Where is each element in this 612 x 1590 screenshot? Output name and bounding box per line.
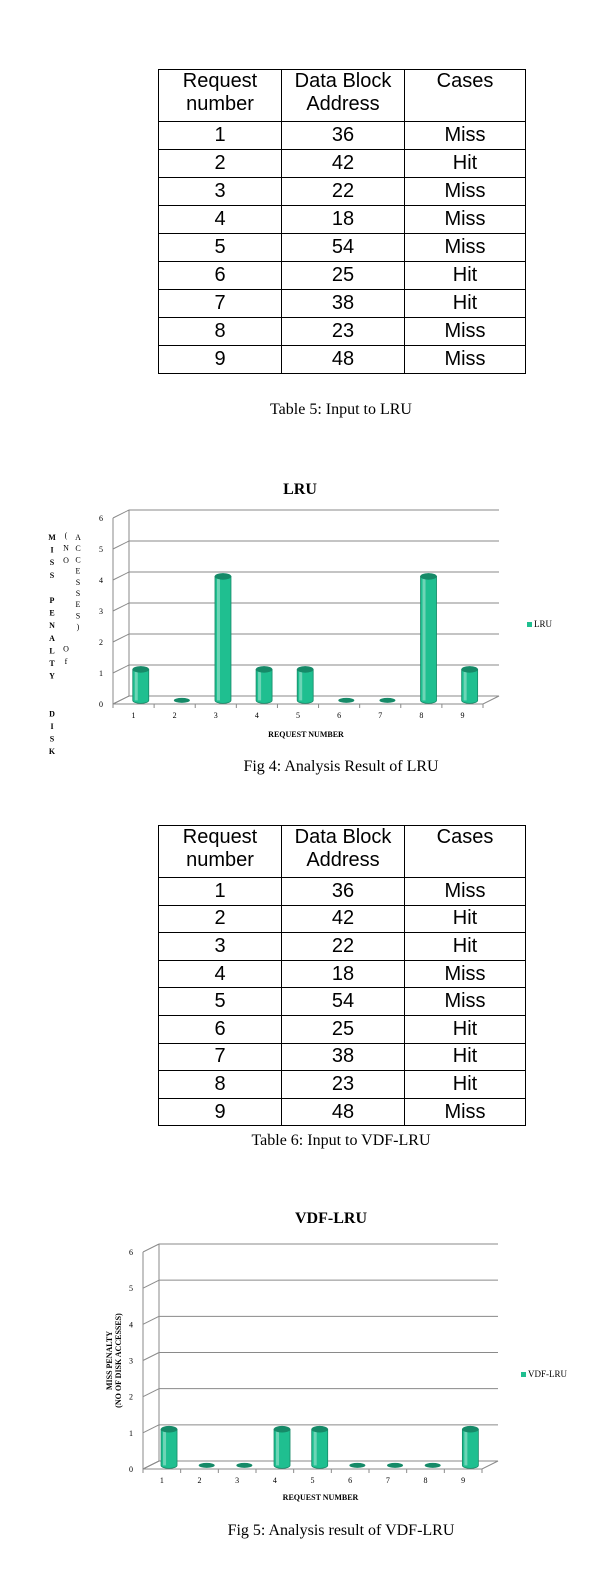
bar-highlight [217, 576, 220, 700]
cell-data-block-address: 23 [282, 1071, 405, 1099]
bar-zero-disc [425, 1463, 441, 1468]
y-title-letter: S [49, 558, 55, 568]
bar [174, 698, 190, 703]
x-tick-label: 6 [337, 711, 342, 720]
y-tick-label: 0 [129, 1465, 133, 1474]
x-tick-label: 9 [460, 711, 465, 720]
y-title-letter: N [63, 543, 69, 553]
bar-highlight [135, 669, 138, 700]
cell-case: Hit [405, 1071, 526, 1099]
cell-data-block-address: 54 [282, 234, 405, 262]
table-row [159, 206, 526, 234]
x-tick-label: 3 [235, 1476, 240, 1485]
header-data-block-address: Data Block Address [282, 70, 405, 122]
table-row [159, 878, 526, 906]
y-tick-label: 0 [99, 700, 103, 709]
x-tick-label: 8 [423, 1476, 428, 1485]
x-tick-label: 2 [197, 1476, 202, 1485]
cell-request-number: 2 [159, 905, 282, 933]
cell-data-block-address: 38 [282, 290, 405, 318]
fig-5-caption: Fig 5: Analysis result of VDF-LRU [227, 1522, 455, 1539]
bar-top [161, 1426, 177, 1432]
x-tick-label: 7 [385, 1476, 390, 1485]
y-tick-label: 3 [129, 1356, 133, 1366]
x-tick-label: 7 [378, 711, 383, 720]
cell-case: Hit [405, 1015, 526, 1043]
bar-highlight [163, 1429, 166, 1465]
bar [387, 1463, 403, 1468]
table-row [159, 933, 526, 961]
cell-request-number: 9 [159, 346, 282, 374]
table-row [159, 262, 526, 290]
table-row [159, 178, 526, 206]
y-title-letter: ) [76, 622, 80, 632]
bar [462, 1426, 478, 1468]
cell-request-number: 9 [159, 1098, 282, 1126]
x-tick-label: 3 [213, 711, 218, 720]
x-tick-label: 6 [348, 1476, 353, 1485]
cell-data-block-address: 42 [282, 150, 405, 178]
table-row [159, 150, 526, 178]
bar [462, 666, 478, 703]
cell-case: Miss [405, 178, 526, 206]
gridline-side [113, 510, 129, 518]
header-request-number: Request number [159, 70, 282, 122]
bar-top [312, 1426, 328, 1432]
bar-highlight [423, 576, 426, 700]
cell-data-block-address: 18 [282, 206, 405, 234]
y-title-letter: E [75, 566, 81, 576]
table-6 [158, 825, 526, 1126]
legend-label: VDF-LRU [528, 1369, 568, 1379]
cell-data-block-address: 36 [282, 878, 405, 906]
bar-zero-disc [349, 1463, 365, 1468]
legend-swatch [521, 1372, 526, 1377]
y-tick-label: 6 [99, 514, 103, 523]
bar [215, 573, 231, 703]
table-5 [158, 69, 526, 374]
cell-data-block-address: 48 [282, 346, 405, 374]
bar-zero-disc [387, 1463, 403, 1468]
cell-request-number: 2 [159, 150, 282, 178]
gridline-side [113, 603, 129, 611]
fig-4-caption: Fig 4: Analysis Result of LRU [243, 758, 439, 775]
table-row [159, 1098, 526, 1126]
y-title-letter: E [75, 600, 81, 610]
y-title-letter: C [75, 555, 81, 565]
table-row [159, 905, 526, 933]
x-tick-label: 4 [254, 711, 259, 720]
y-title-letter: S [75, 577, 81, 587]
gridline-side [113, 541, 129, 549]
y-title-letter: O [63, 644, 69, 654]
cell-case: Miss [405, 878, 526, 906]
cell-data-block-address: 48 [282, 1098, 405, 1126]
gridline-side [143, 1280, 159, 1288]
bar-zero-disc [379, 698, 395, 703]
vdf-lru-chart-svg [0, 1205, 612, 1505]
cell-case: Hit [405, 933, 526, 961]
table-row [159, 988, 526, 1016]
y-title-letter: T [49, 659, 55, 668]
table-5-caption: Table 5: Input to LRU [270, 401, 412, 418]
bar [256, 666, 272, 703]
y-title-letter: S [49, 570, 55, 580]
gridline-side [143, 1389, 159, 1397]
gridline-side [113, 572, 129, 580]
cell-request-number: 4 [159, 960, 282, 988]
table-row [159, 1015, 526, 1043]
bar-top [274, 1426, 290, 1432]
x-axis-title: REQUEST NUMBER [282, 1493, 359, 1502]
bar-top [256, 666, 272, 672]
header-cases: Cases [405, 70, 526, 122]
cell-case: Miss [405, 346, 526, 374]
cell-request-number: 5 [159, 988, 282, 1016]
bar-top [297, 666, 313, 672]
y-title-letter: Y [49, 671, 55, 681]
bar-highlight [464, 669, 467, 700]
y-title-letter: A [75, 533, 81, 542]
y-title-letter: L [49, 646, 55, 656]
table-6-caption: Table 6: Input to VDF-LRU [251, 1132, 431, 1149]
bar-top [133, 666, 149, 672]
y-title-line-2: (NO OF DISK ACCESSES) [114, 1313, 123, 1408]
cell-data-block-address: 36 [282, 122, 405, 150]
gridline-side [143, 1244, 159, 1252]
y-title-letter: E [49, 608, 55, 618]
cell-request-number: 6 [159, 1015, 282, 1043]
y-title-letter: S [49, 734, 55, 744]
bar-top [421, 573, 437, 579]
cell-data-block-address: 42 [282, 905, 405, 933]
header-data-block-address: Data Block Address [282, 826, 405, 878]
y-title-letter: N [49, 621, 55, 631]
y-tick-label: 1 [99, 669, 103, 678]
cell-data-block-address: 54 [282, 988, 405, 1016]
bar [274, 1426, 290, 1468]
y-title-letter: S [75, 589, 81, 598]
cell-data-block-address: 25 [282, 1015, 405, 1043]
y-title-letter: K [48, 747, 56, 757]
gridline-side [143, 1353, 159, 1361]
bar-top [462, 1426, 478, 1432]
bar-highlight [464, 1429, 467, 1465]
table-row [159, 1071, 526, 1099]
cell-case: Hit [405, 262, 526, 290]
bar-highlight [276, 1429, 279, 1465]
y-title-letter: D [49, 709, 55, 719]
bar [421, 573, 437, 703]
vdf-lru-chart [0, 1205, 612, 1505]
bar [425, 1463, 441, 1468]
cell-data-block-address: 25 [282, 262, 405, 290]
cell-case: Miss [405, 206, 526, 234]
y-title-letter: f [64, 657, 68, 666]
bar [297, 666, 313, 703]
y-title-letter: S [75, 611, 81, 621]
y-title-letter: P [49, 596, 55, 605]
bar-top [462, 666, 478, 672]
cell-case: Miss [405, 988, 526, 1016]
cell-data-block-address: 38 [282, 1043, 405, 1071]
y-tick-label: 1 [129, 1428, 133, 1438]
cell-request-number: 6 [159, 262, 282, 290]
cell-case: Hit [405, 150, 526, 178]
cell-data-block-address: 22 [282, 933, 405, 961]
cell-data-block-address: 18 [282, 960, 405, 988]
cell-request-number: 4 [159, 206, 282, 234]
table-row [159, 1043, 526, 1071]
table-row [159, 122, 526, 150]
cell-case: Miss [405, 234, 526, 262]
x-axis-title: REQUEST NUMBER [268, 730, 344, 739]
x-tick-label: 4 [272, 1476, 277, 1485]
lru-chart-svg [0, 478, 612, 760]
bar-highlight [314, 1429, 317, 1465]
y-title-letter: ( [64, 531, 68, 540]
cell-case: Hit [405, 1043, 526, 1071]
lru-chart [0, 478, 612, 760]
x-tick-label: 1 [131, 711, 136, 720]
cell-request-number: 7 [159, 1043, 282, 1071]
table-header-row [159, 826, 526, 878]
gridline-side [143, 1425, 159, 1433]
bar [338, 698, 354, 703]
x-tick-label: 2 [172, 711, 177, 720]
bar-highlight [299, 669, 302, 700]
chart-title: VDF-LRU [295, 1210, 367, 1227]
header-cases: Cases [405, 826, 526, 878]
table-row [159, 346, 526, 374]
y-title-line-1: MISS PENALTY [105, 1330, 114, 1391]
table-row [159, 960, 526, 988]
y-tick-label: 5 [99, 545, 103, 554]
header-request-number: Request number [159, 826, 282, 878]
chart-title: LRU [283, 481, 317, 498]
cell-request-number: 8 [159, 1071, 282, 1099]
cell-request-number: 3 [159, 178, 282, 206]
bar-highlight [258, 669, 261, 700]
y-title-letter: M [48, 533, 56, 542]
y-tick-label: 4 [129, 1320, 133, 1330]
gridline-side [143, 1316, 159, 1324]
x-tick-label: 5 [296, 711, 300, 720]
x-tick-label: 5 [310, 1476, 315, 1485]
y-title-letter: I [50, 545, 54, 555]
cell-case: Miss [405, 960, 526, 988]
cell-request-number: 8 [159, 318, 282, 346]
y-tick-label: 5 [129, 1284, 133, 1294]
y-title-letter: O [63, 556, 69, 566]
cell-case: Hit [405, 905, 526, 933]
bar [379, 698, 395, 703]
cell-request-number: 1 [159, 122, 282, 150]
cell-case: Hit [405, 290, 526, 318]
y-title-letter: I [50, 722, 54, 731]
y-axis-title [105, 1313, 123, 1408]
bar [199, 1463, 215, 1468]
bar [133, 666, 149, 703]
bar [312, 1426, 328, 1468]
x-tick-label: 1 [159, 1476, 164, 1485]
y-title-letter: C [75, 544, 81, 554]
cell-case: Miss [405, 1098, 526, 1126]
bar-top [215, 573, 231, 579]
bar-zero-disc [174, 698, 190, 703]
bar [161, 1426, 177, 1468]
y-tick-label: 2 [99, 638, 103, 647]
gridline-side [113, 665, 129, 673]
y-tick-label: 2 [129, 1392, 133, 1402]
bar [236, 1463, 252, 1468]
y-tick-label: 3 [99, 607, 103, 616]
y-tick-label: 6 [129, 1248, 133, 1257]
table-row [159, 234, 526, 262]
y-axis-title [48, 531, 81, 756]
bar-zero-disc [236, 1463, 252, 1468]
x-tick-label: 8 [419, 711, 424, 720]
y-tick-label: 4 [99, 576, 103, 585]
bar-zero-disc [199, 1463, 215, 1468]
cell-data-block-address: 22 [282, 178, 405, 206]
cell-request-number: 7 [159, 290, 282, 318]
table-row [159, 290, 526, 318]
legend-swatch [527, 622, 532, 627]
cell-request-number: 5 [159, 234, 282, 262]
cell-data-block-address: 23 [282, 318, 405, 346]
cell-request-number: 1 [159, 878, 282, 906]
gridline-side [113, 634, 129, 642]
bar [349, 1463, 365, 1468]
y-title-letter: A [49, 633, 55, 643]
x-tick-label: 9 [461, 1476, 466, 1485]
table-row [159, 318, 526, 346]
cell-case: Miss [405, 122, 526, 150]
legend-label: LRU [534, 619, 552, 629]
bar-zero-disc [338, 698, 354, 703]
cell-case: Miss [405, 318, 526, 346]
cell-request-number: 3 [159, 933, 282, 961]
table-header-row [159, 70, 526, 122]
